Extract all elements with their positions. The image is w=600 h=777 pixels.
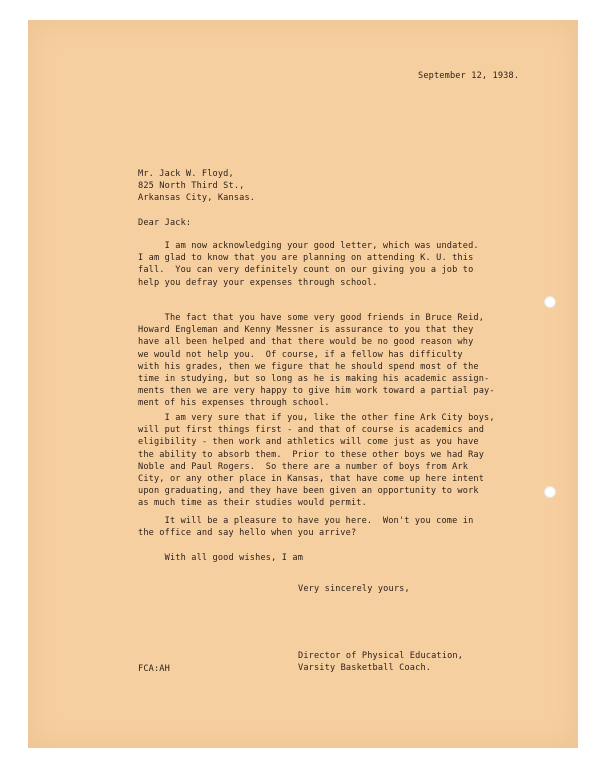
text-line: I am glad to know that you are planning on attending K. U. this: [138, 253, 474, 264]
text-line: the office and say hello when you arrive?: [138, 528, 357, 539]
title-line: Director of Physical Education,: [298, 651, 464, 661]
text-line: Noble and Paul Rogers. So there are a number of boys from Ark: [138, 461, 469, 472]
text-line: The fact that you have some very good friends in Bruce Reid,: [138, 313, 485, 323]
recipient-city: Arkansas City, Kansas.: [138, 193, 256, 204]
signature-title: [298, 650, 463, 674]
text-line: ments then we are very happy to give him work toward a partial pay-: [138, 386, 495, 397]
complimentary-closing: Very sincerely yours,: [298, 584, 410, 594]
recipient-address: [138, 168, 255, 205]
recipient-street: 825 North Third St.,: [138, 181, 245, 192]
recipient-name: Mr. Jack W. Floyd,: [138, 169, 234, 179]
letter-date: September 12, 1938.: [418, 71, 520, 81]
punch-hole: [544, 296, 556, 308]
paragraph-3: [138, 412, 495, 510]
text-line: help you defray your expenses through school.: [138, 277, 378, 288]
salutation: Dear Jack:: [138, 218, 192, 228]
text-line: fall. You can very definitely count on our giving you a job to: [138, 265, 474, 276]
text-line: will put first things first - and that of course is academics and: [138, 425, 485, 436]
text-line: have all been helped and that there would be no good reason why: [138, 337, 474, 348]
text-line: ment of his expenses through school.: [138, 398, 330, 409]
text-line: upon graduating, and they have been given an opportunity to work: [138, 486, 479, 497]
text-line: eligibility - then work and athletics will come just as you have: [138, 437, 479, 448]
text-line: I am now acknowledging your good letter, which was undated.: [138, 241, 479, 251]
punch-hole: [544, 486, 556, 498]
paragraph-5: With all good wishes, I am: [138, 553, 304, 563]
text-line: I am very sure that if you, like the other fine Ark City boys,: [138, 413, 495, 423]
paragraph-1: [138, 240, 479, 289]
text-line: Howard Engleman and Kenny Messner is assurance to you that they: [138, 325, 474, 336]
text-line: City, or any other place in Kansas, that have come up here intent: [138, 474, 485, 485]
text-line: with his grades, then we figure that he should spend most of the: [138, 361, 479, 372]
text-line: as much time as their studies would permit.: [138, 498, 367, 509]
text-line: the ability to absorb them. Prior to these other boys we had Ray: [138, 449, 485, 460]
text-line: time in studying, but so long as he is making his academic assign-: [138, 374, 490, 385]
title-line: Varsity Basketball Coach.: [298, 663, 432, 674]
reference-initials: FCA:AH: [138, 664, 170, 674]
paragraph-4: [138, 515, 473, 539]
text-line: we would not help you. Of course, if a fellow has difficulty: [138, 349, 463, 360]
letter-page: [28, 20, 578, 748]
paragraph-2: [138, 312, 495, 410]
text-line: It will be a pleasure to have you here. Won't you come in: [138, 516, 474, 526]
